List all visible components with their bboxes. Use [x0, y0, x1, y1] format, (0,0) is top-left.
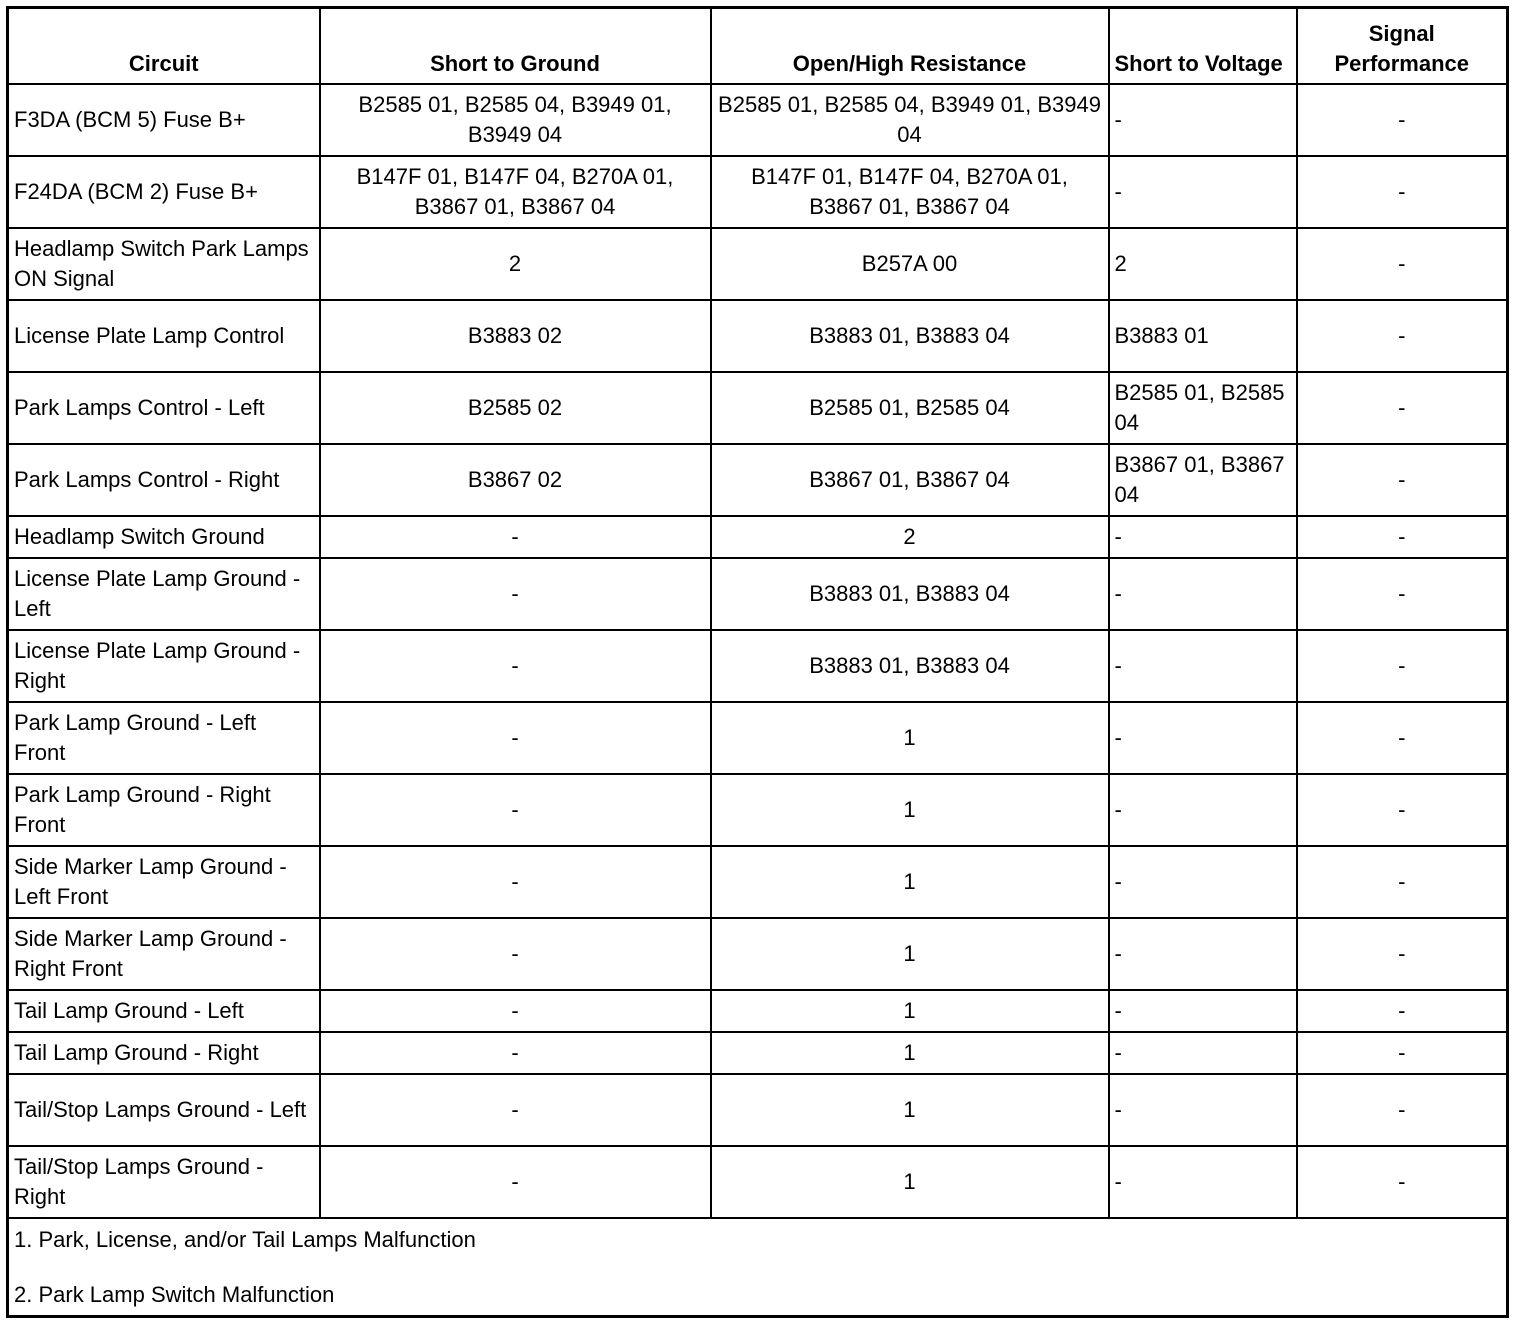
- open-high-resistance-cell: 1: [711, 1032, 1109, 1074]
- signal-performance-cell: -: [1297, 1074, 1508, 1146]
- signal-performance-cell: -: [1297, 372, 1508, 444]
- table-row: [8, 372, 1508, 444]
- short-to-ground-cell: -: [320, 1146, 711, 1218]
- open-high-resistance-cell: B2585 01, B2585 04, B3949 01, B3949 04: [711, 84, 1109, 156]
- open-high-resistance-cell: 1: [711, 1146, 1109, 1218]
- short-to-ground-cell: -: [320, 516, 711, 558]
- short-to-ground-cell: B147F 01, B147F 04, B270A 01, B3867 01, B3867 04: [320, 156, 711, 228]
- circuit-cell: F3DA (BCM 5) Fuse B+: [8, 84, 320, 156]
- open-high-resistance-cell: 1: [711, 918, 1109, 990]
- short-to-voltage-cell: -: [1109, 1074, 1297, 1146]
- circuit-cell: Headlamp Switch Ground: [8, 516, 320, 558]
- header-short-to-ground: Short to Ground: [320, 8, 711, 85]
- circuit-cell: Side Marker Lamp Ground - Right Front: [8, 918, 320, 990]
- circuit-cell: Tail/Stop Lamps Ground - Right: [8, 1146, 320, 1218]
- circuit-cell: Park Lamp Ground - Left Front: [8, 702, 320, 774]
- short-to-ground-cell: -: [320, 918, 711, 990]
- table-row: [8, 558, 1508, 630]
- signal-performance-cell: -: [1297, 846, 1508, 918]
- signal-performance-cell: -: [1297, 774, 1508, 846]
- short-to-voltage-cell: -: [1109, 702, 1297, 774]
- short-to-voltage-cell: -: [1109, 84, 1297, 156]
- short-to-ground-cell: -: [320, 774, 711, 846]
- header-signal-performance: Signal Performance: [1297, 8, 1508, 85]
- signal-performance-cell: -: [1297, 1032, 1508, 1074]
- short-to-voltage-cell: B3883 01: [1109, 300, 1297, 372]
- short-to-voltage-cell: -: [1109, 558, 1297, 630]
- short-to-ground-cell: -: [320, 630, 711, 702]
- header-short-to-voltage: Short to Voltage: [1109, 8, 1297, 85]
- short-to-voltage-cell: B2585 01, B2585 04: [1109, 372, 1297, 444]
- signal-performance-cell: -: [1297, 918, 1508, 990]
- header-row: [8, 8, 1508, 85]
- table-row: [8, 702, 1508, 774]
- open-high-resistance-cell: 1: [711, 1074, 1109, 1146]
- signal-performance-cell: -: [1297, 558, 1508, 630]
- open-high-resistance-cell: 1: [711, 846, 1109, 918]
- open-high-resistance-cell: B2585 01, B2585 04: [711, 372, 1109, 444]
- open-high-resistance-cell: 1: [711, 774, 1109, 846]
- circuit-cell: Headlamp Switch Park Lamps ON Signal: [8, 228, 320, 300]
- signal-performance-cell: -: [1297, 84, 1508, 156]
- footnote-1: 1. Park, License, and/or Tail Lamps Malfunction: [14, 1226, 476, 1252]
- short-to-ground-cell: -: [320, 1074, 711, 1146]
- open-high-resistance-cell: 1: [711, 702, 1109, 774]
- table-row: [8, 228, 1508, 300]
- circuit-cell: F24DA (BCM 2) Fuse B+: [8, 156, 320, 228]
- circuit-cell: License Plate Lamp Ground - Right: [8, 630, 320, 702]
- table-row: [8, 846, 1508, 918]
- circuit-cell: Tail Lamp Ground - Left: [8, 990, 320, 1032]
- signal-performance-cell: -: [1297, 444, 1508, 516]
- table-row: [8, 1074, 1508, 1146]
- short-to-ground-cell: B2585 01, B2585 04, B3949 01, B3949 04: [320, 84, 711, 156]
- open-high-resistance-cell: 1: [711, 990, 1109, 1032]
- circuit-cell: Tail/Stop Lamps Ground - Left: [8, 1074, 320, 1146]
- notes-cell: [8, 1218, 1508, 1317]
- header-open-high-resistance: Open/High Resistance: [711, 8, 1109, 85]
- signal-performance-cell: -: [1297, 156, 1508, 228]
- short-to-ground-cell: 2: [320, 228, 711, 300]
- table-row: [8, 156, 1508, 228]
- table-row: [8, 516, 1508, 558]
- open-high-resistance-cell: B257A 00: [711, 228, 1109, 300]
- signal-performance-cell: -: [1297, 990, 1508, 1032]
- footnote-2: 2. Park Lamp Switch Malfunction: [14, 1281, 335, 1307]
- table-row: [8, 1032, 1508, 1074]
- short-to-voltage-cell: -: [1109, 630, 1297, 702]
- circuit-cell: Park Lamp Ground - Right Front: [8, 774, 320, 846]
- short-to-voltage-cell: 2: [1109, 228, 1297, 300]
- short-to-voltage-cell: -: [1109, 990, 1297, 1032]
- open-high-resistance-cell: B147F 01, B147F 04, B270A 01, B3867 01, B3867 04: [711, 156, 1109, 228]
- short-to-ground-cell: -: [320, 1032, 711, 1074]
- circuit-cell: Side Marker Lamp Ground - Left Front: [8, 846, 320, 918]
- table-row: [8, 630, 1508, 702]
- short-to-ground-cell: -: [320, 846, 711, 918]
- signal-performance-cell: -: [1297, 228, 1508, 300]
- short-to-ground-cell: B3867 02: [320, 444, 711, 516]
- notes-row: [8, 1218, 1508, 1317]
- short-to-ground-cell: -: [320, 558, 711, 630]
- header-circuit: Circuit: [8, 8, 320, 85]
- short-to-voltage-cell: -: [1109, 918, 1297, 990]
- table-row: [8, 990, 1508, 1032]
- signal-performance-cell: -: [1297, 702, 1508, 774]
- short-to-voltage-cell: -: [1109, 774, 1297, 846]
- short-to-voltage-cell: -: [1109, 516, 1297, 558]
- short-to-ground-cell: -: [320, 990, 711, 1032]
- signal-performance-cell: -: [1297, 630, 1508, 702]
- short-to-voltage-cell: -: [1109, 1146, 1297, 1218]
- short-to-voltage-cell: -: [1109, 846, 1297, 918]
- short-to-ground-cell: B2585 02: [320, 372, 711, 444]
- short-to-voltage-cell: -: [1109, 156, 1297, 228]
- circuit-cell: Tail Lamp Ground - Right: [8, 1032, 320, 1074]
- short-to-voltage-cell: -: [1109, 1032, 1297, 1074]
- short-to-ground-cell: B3883 02: [320, 300, 711, 372]
- table-row: [8, 774, 1508, 846]
- open-high-resistance-cell: B3883 01, B3883 04: [711, 630, 1109, 702]
- signal-performance-cell: -: [1297, 300, 1508, 372]
- table-row: [8, 444, 1508, 516]
- circuit-cell: Park Lamps Control - Left: [8, 372, 320, 444]
- table-row: [8, 918, 1508, 990]
- circuit-cell: License Plate Lamp Ground - Left: [8, 558, 320, 630]
- circuit-cell: Park Lamps Control - Right: [8, 444, 320, 516]
- signal-performance-cell: -: [1297, 516, 1508, 558]
- open-high-resistance-cell: 2: [711, 516, 1109, 558]
- short-to-ground-cell: -: [320, 702, 711, 774]
- open-high-resistance-cell: B3867 01, B3867 04: [711, 444, 1109, 516]
- short-to-voltage-cell: B3867 01, B3867 04: [1109, 444, 1297, 516]
- circuit-cell: License Plate Lamp Control: [8, 300, 320, 372]
- signal-performance-cell: -: [1297, 1146, 1508, 1218]
- open-high-resistance-cell: B3883 01, B3883 04: [711, 558, 1109, 630]
- circuit-diagnostic-table: [6, 6, 1509, 1318]
- open-high-resistance-cell: B3883 01, B3883 04: [711, 300, 1109, 372]
- table-row: [8, 300, 1508, 372]
- table-row: [8, 84, 1508, 156]
- table-row: [8, 1146, 1508, 1218]
